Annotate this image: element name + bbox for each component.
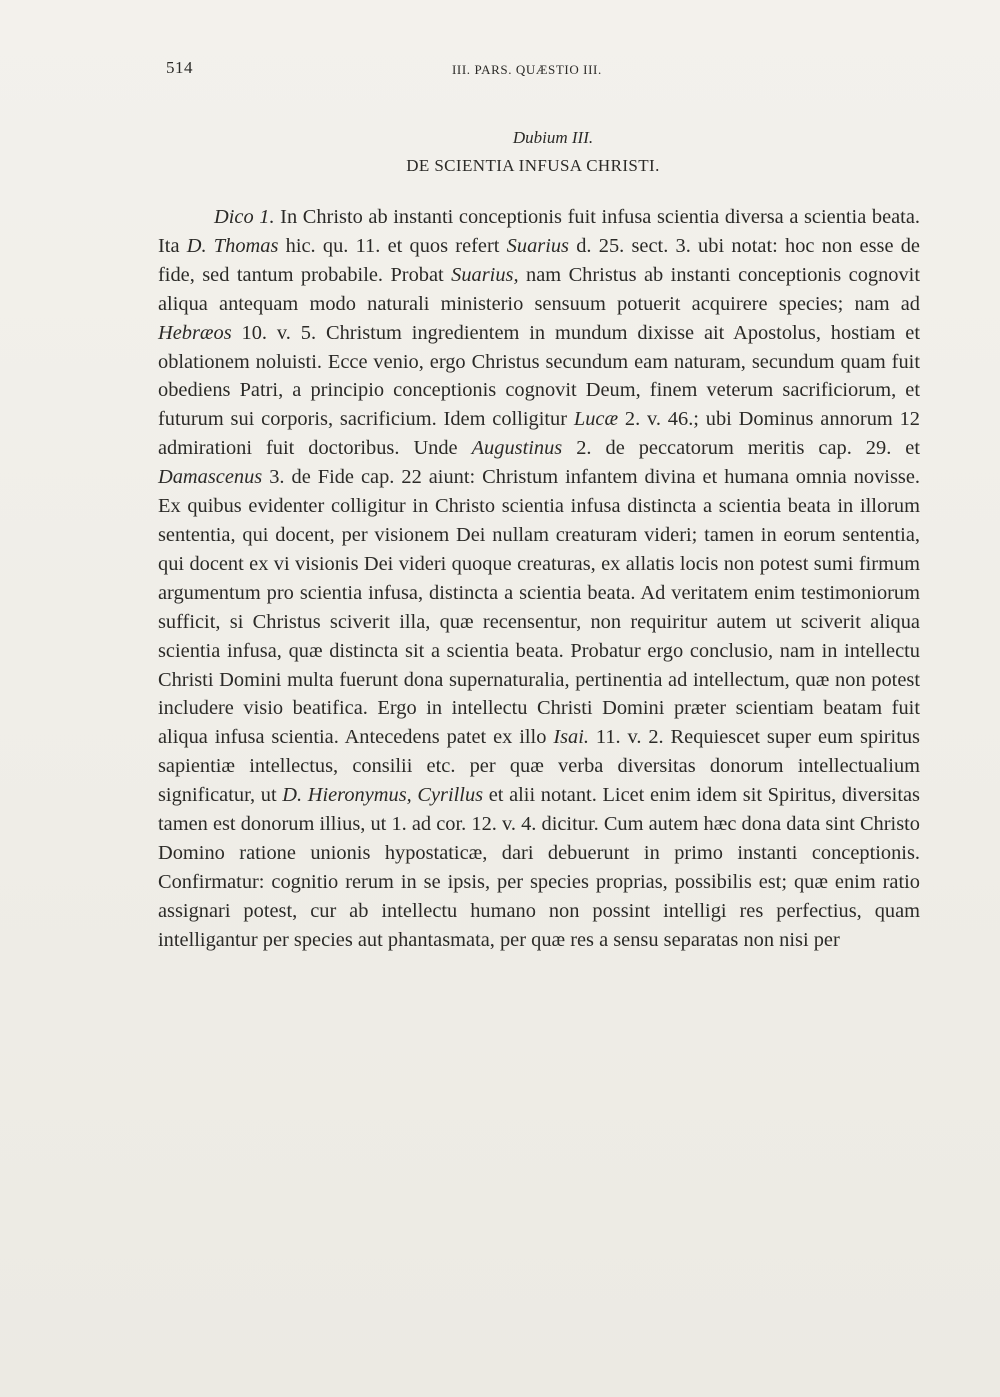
- citation-damascenus: Damascenus: [158, 466, 263, 489]
- running-title: III. PARS. QUÆSTIO III.: [452, 62, 602, 77]
- citation-hieronymus-cyrillus: D. Hieronymus, Cyrillus: [282, 784, 484, 807]
- body-text-segment: 2. de peccatorum meritis cap. 29. et: [562, 437, 920, 460]
- dico-label: Dico 1.: [214, 206, 275, 228]
- citation-thomas: D. Thomas: [186, 234, 279, 257]
- body-text-segment: 11. v. 2. Requiescet super eum spiritus sapientiæ intellectus, consilii etc. per quæ verba diversitas donorum intellectualium significatur, ut: [158, 726, 920, 807]
- body-text-segment: d. 25. sect. 3. ubi notat: hoc non esse de fide, sed tantum probabile. Probat: [158, 234, 920, 286]
- body-text-segment: 3. de Fide cap. 22 aiunt: Christum infantem divina et humana omnia novisse. Ex quibus evidenter colligitur in Christo scientia infusa distincta a scientia beata in illorum sententia, qui docent, per visionem Dei nullam creaturam videri; tamen in eorum sententia, qui docent ex vi visionis Dei videri quoque creaturas, ex allatis locis non potest sumi firmum argumentum pro scientia infusa, distincta a scientia beata. Ad veritatem enim testimoniorum sufficit, si Christus sciverit illa, quæ recensentur, non requiritur autem ut sciverit aliqua scientia infusa, quæ distincta sit a scientia beata. Probatur ergo conclusio, nam in intellectu Christi Domini multa fuerunt dona supernaturalia, pertinentia ad intellectum, quæ non potest includere visio beatifica. Ergo in intellectu Christi Domini præter scientiam beatam fuit aliqua infusa scientia. Antecedens patet ex illo: [158, 466, 920, 749]
- citation-lucae: Lucæ: [573, 408, 619, 431]
- running-head: [166, 58, 926, 86]
- dubium-label: Dubium III.: [512, 128, 594, 147]
- citation-isai: Isai.: [553, 726, 589, 749]
- body-paragraph: [158, 203, 920, 955]
- citation-suarius-2: Suarius,: [451, 263, 519, 286]
- page-number: 514: [166, 58, 193, 77]
- section-title: DE SCIENTIA INFUSA CHRISTI.: [406, 156, 660, 175]
- body-text-segment: In Christo ab instanti conceptionis fuit infusa scientia diversa a scientia beata. Ita: [158, 206, 920, 257]
- citation-augustinus: Augustinus: [471, 437, 563, 460]
- body-text-segment: et alii notant. Licet enim idem sit Spiritus, diversitas tamen est donorum illius, ut 1. ad cor. 12. v. 4. dicitur. Cum autem hæc dona data sint Christo Domino ratione unionis hypostaticæ, dari debuerunt in primo instanti conceptionis. Confirmatur: cognitio rerum in se ipsis, per species proprias, possibilis est; quæ enim ratio assignari potest, cur ab intellectu humano non possint intelligi res perfectius, quam intelligantur per species aut phantasmata, per quæ res a sensu separatas non nisi per: [158, 784, 920, 951]
- citation-suarius: Suarius: [506, 234, 569, 257]
- body-text-segment: 2. v. 46.; ubi Dominus annorum 12 admirationi fuit doctoribus. Unde: [158, 408, 920, 460]
- body-text-segment: hic. qu. 11. et quos refert: [278, 234, 507, 257]
- section-heading: [166, 128, 920, 176]
- body-text-segment: nam Christus ab instanti conceptionis cognovit aliqua antequam modo naturali ministerio sensuum potuerit acquirere species; nam ad: [158, 263, 921, 315]
- citation-hebraeos: Hebræos: [158, 321, 232, 344]
- body-text-segment: 10. v. 5. Christum ingredientem in mundum dixisse ait Apostolus, hostiam et oblationem noluisti. Ecce venio, ergo Christus secundum eam naturam, secundum quam fuit obediens Patri, a principio conceptionis cognovit Deum, finem veterum sacrificiorum, et futurum sui corporis, sacrificium. Idem colligitur: [158, 321, 920, 431]
